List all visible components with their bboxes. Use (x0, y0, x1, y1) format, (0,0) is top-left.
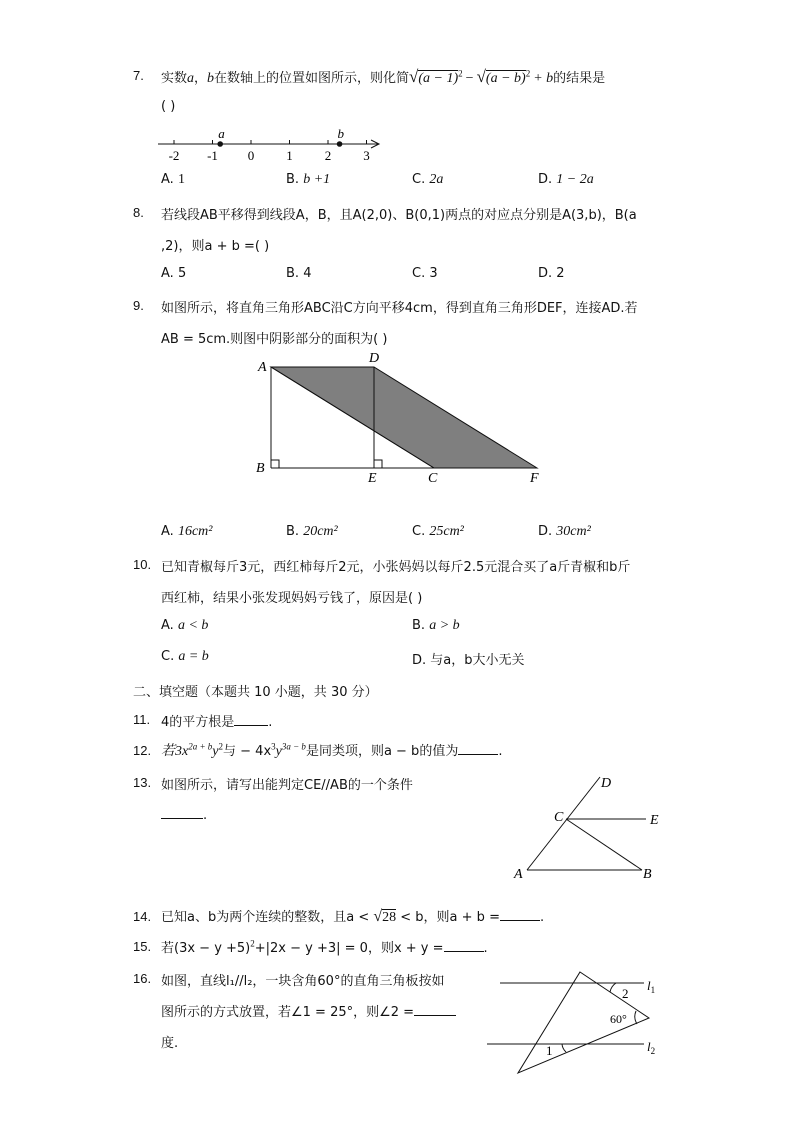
q12-y-1: y (212, 744, 219, 759)
option-letter: D. (538, 172, 553, 187)
label-b: B (256, 461, 265, 476)
q15-period: . (483, 941, 488, 956)
option-letter: B. (286, 172, 300, 187)
label-angle-2: 2 (622, 986, 629, 1001)
q8-option-b (286, 266, 311, 281)
option-letter: A. (161, 266, 174, 281)
q7-var-b: b (207, 71, 215, 86)
answer-blank[interactable] (234, 713, 268, 726)
q9-line-1: 如图所示，将直角三角形ABC沿C方向平移4cm，得到直角三角形DEF，连接AD.若 (161, 301, 638, 316)
q10-option-b (412, 618, 460, 634)
q7-stem-text-2: 在数轴上的位置如图所示，则化简 (214, 71, 410, 86)
option-text: 25cm² (429, 524, 464, 539)
q9-option-d (538, 524, 591, 540)
angle-60-arc (635, 1011, 637, 1024)
q15-number: 15. (133, 939, 152, 954)
q7-stem-comma: ， (194, 71, 208, 86)
q10-line-2: 西红柿，结果小张发现妈妈亏钱了，原因是( ) (161, 591, 423, 606)
label-angle-60: 60° (610, 1012, 627, 1026)
option-text: 与a，b大小无关 (430, 653, 525, 668)
q10-option-a (161, 618, 208, 634)
q7-paren: ( ) (161, 99, 176, 114)
q10-line-1: 已知青椒每斤3元，西红柿每斤2元，小张妈妈以每斤2.5元混合买了a斤青椒和b斤 (161, 560, 631, 575)
q14-period: . (539, 910, 545, 925)
q8-option-d (538, 266, 565, 281)
q8-line-2: ,2)，则a + b =( ) (161, 239, 270, 254)
option-letter: A. (161, 172, 174, 187)
option-text: 4 (303, 266, 312, 281)
sqrt-icon: √ (409, 67, 419, 86)
point-a-dot (217, 141, 223, 147)
q12-exp-1: 2a + b (188, 741, 213, 752)
number-line-tick-label: -2 (168, 148, 180, 163)
q13-stem: 如图所示，请写出能判定CE//AB的一个条件 (161, 778, 413, 793)
option-letter: A. (161, 524, 174, 539)
q12-period: . (498, 744, 503, 759)
q7-stem-text: 实数 (161, 71, 188, 86)
q7-stem (161, 67, 605, 87)
label-e: E (368, 471, 377, 486)
q14-radicand: 28 (382, 910, 397, 925)
q7-minus: − (465, 71, 474, 86)
segment-cb (566, 819, 642, 870)
q7-exp-2: 2 (525, 68, 531, 79)
number-line-tick-label: -1 (207, 148, 218, 163)
q12-exp-4: 3a − b (281, 741, 306, 752)
option-text: a < b (177, 618, 209, 633)
q13-figure (510, 772, 670, 882)
q11-text: 4的平方根是 (161, 715, 235, 730)
angle-1-arc (562, 1044, 566, 1052)
label-d: D (601, 776, 612, 791)
q8-line-1: 若线段AB平移得到线段A，B，且A(2,0)、B(0,1)两点的对应点分别是A(3,b)，B(a (161, 208, 637, 223)
q7-radicand-2: (a − b) (485, 71, 526, 86)
q15-text-2: +|2x − y +3| = 0，则x + y = (254, 941, 444, 956)
q14-stem (161, 906, 544, 926)
option-text: 3 (429, 266, 438, 281)
answer-blank[interactable] (458, 742, 498, 755)
q7-option-b (286, 172, 330, 188)
label-angle-1: 1 (546, 1043, 553, 1058)
label-a: A (258, 360, 267, 375)
section-heading: 二、填空题（本题共 10 小题，共 30 分） (133, 685, 378, 700)
q13-number: 13. (133, 775, 152, 790)
q16-line-3: 度. (161, 1036, 179, 1051)
q7-stem-end: 的结果是 (553, 71, 606, 86)
q7-option-d (538, 172, 594, 188)
q16-figure (484, 966, 669, 1081)
point-b-label: b (337, 126, 345, 141)
number-line-tick-label: 1 (286, 148, 293, 163)
option-text: a = b (178, 649, 209, 664)
q16-number: 16. (133, 971, 152, 986)
point-a-label: a (218, 126, 225, 141)
point-b-dot (337, 141, 343, 147)
label-l2: $l_2$ (647, 1039, 656, 1056)
option-letter: A. (161, 618, 174, 633)
q15-stem (161, 937, 488, 956)
option-text: 20cm² (303, 524, 338, 539)
q16-line-2 (161, 1001, 456, 1020)
q13-answer-line (161, 806, 207, 823)
q16-line-1: 如图，直线l₁//l₂，一块含角60°的直角三角板按如 (161, 974, 445, 989)
option-letter: D. (412, 653, 427, 668)
q14-text: 已知a、b为两个连续的整数，且a < (161, 910, 370, 925)
q10-option-c (161, 649, 209, 665)
option-letter: B. (286, 524, 300, 539)
q12-term-1: 若3x (161, 744, 189, 759)
q9-option-a (161, 524, 212, 540)
angle-2-arc (610, 983, 616, 992)
option-text: 5 (177, 266, 187, 281)
q7-option-c (412, 172, 443, 188)
answer-blank[interactable] (161, 806, 203, 819)
q11-period: . (268, 715, 273, 730)
q8-option-c (412, 266, 438, 281)
option-letter: C. (412, 266, 426, 281)
q7-option-a (161, 172, 185, 188)
q7-exp-1: 2 (458, 68, 463, 79)
label-l1: $l_1$ (647, 978, 656, 995)
q7-var-a: a (187, 71, 195, 86)
q14-text-2: < b，则a + b = (400, 910, 500, 925)
q12-exp-2: 2 (218, 741, 224, 752)
option-letter: B. (286, 266, 300, 281)
option-letter: C. (412, 172, 426, 187)
label-e: E (650, 813, 659, 828)
q8-number: 8. (133, 205, 144, 220)
q9-number: 9. (133, 298, 144, 313)
option-letter: D. (538, 266, 553, 281)
label-b: B (643, 867, 652, 882)
option-letter: C. (412, 524, 426, 539)
q7-plus-b: + b (533, 71, 554, 86)
q9-option-c (412, 524, 464, 540)
option-letter: D. (538, 524, 553, 539)
option-text: b +1 (303, 172, 331, 187)
q11-number: 11. (133, 712, 151, 727)
q15-text: 若(3x − y +5) (161, 941, 251, 956)
number-line-tick-label: 2 (324, 148, 332, 163)
q7-number: 7. (133, 68, 144, 83)
shaded-region (271, 367, 537, 468)
option-text: 2a (429, 172, 444, 187)
right-angle-icon (271, 460, 279, 468)
q16-text: 图所示的方式放置，若∠1 = 25°，则∠2 = (161, 1005, 415, 1020)
q15-exp: 2 (250, 938, 255, 949)
answer-blank[interactable] (414, 1003, 456, 1016)
option-text: 2 (556, 266, 565, 281)
label-a: A (514, 867, 523, 882)
number-line-tick-label: 0 (247, 148, 255, 163)
label-c: C (554, 810, 564, 825)
option-text: a > b (429, 618, 460, 633)
q12-stem (161, 740, 502, 760)
q12-term-2: 与 − 4x (223, 744, 272, 759)
q10-number: 10. (133, 557, 152, 572)
q8-option-a (161, 266, 186, 281)
q7-radicand-1: (a − 1) (418, 71, 459, 86)
option-text: 1 (177, 172, 185, 187)
sqrt-icon: √ (476, 67, 486, 86)
q10-option-d (412, 649, 525, 668)
option-letter: B. (412, 618, 426, 633)
label-d: D (369, 351, 380, 366)
q12-text: 是同类项，则a − b的值为 (305, 744, 459, 759)
q14-number: 14. (133, 909, 152, 924)
number-line (158, 124, 388, 164)
sqrt-icon: √ (373, 908, 383, 925)
q9-option-b (286, 524, 338, 540)
option-letter: C. (161, 649, 175, 664)
q9-line-2: AB = 5cm.则图中阴影部分的面积为( ) (161, 332, 388, 347)
answer-blank[interactable] (444, 939, 484, 952)
q12-number: 12. (133, 743, 152, 758)
q11-stem (161, 711, 272, 730)
q13-period: . (203, 808, 208, 823)
q12-exp-3: 3 (271, 741, 276, 752)
label-f: F (530, 471, 539, 486)
q9-figure (250, 348, 550, 488)
option-text: 30cm² (556, 524, 591, 539)
option-text: 1 − 2a (556, 172, 594, 187)
number-line-tick-label: 3 (363, 148, 370, 163)
option-text: 16cm² (177, 524, 213, 539)
q12-y-2: y (275, 744, 282, 759)
triangle-set-square (518, 972, 649, 1073)
line-ad (527, 777, 600, 870)
right-angle-icon (374, 460, 382, 468)
answer-blank[interactable] (500, 908, 540, 921)
label-c: C (428, 471, 438, 486)
